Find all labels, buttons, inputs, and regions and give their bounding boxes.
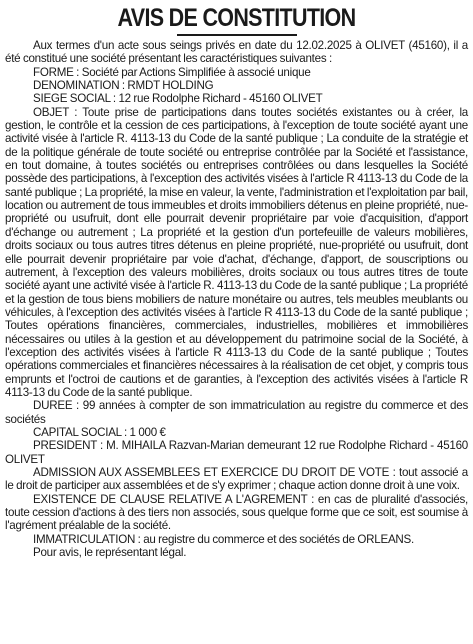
duree-paragraph: DUREE : 99 années à compter de son immatriculation au registre du commerce et des sociétés — [5, 399, 468, 426]
capital-social-paragraph: CAPITAL SOCIAL : 1 000 € — [33, 425, 166, 439]
agrement-paragraph: EXISTENCE DE CLAUSE RELATIVE A L'AGREMENT : en cas de pluralité d'associés, toute cession d'actions à des tiers non associés, sous quelque forme que ce soit, est soumise à l'agrément préalable de la société. — [5, 492, 468, 533]
title-underline — [177, 34, 297, 36]
immatriculation-paragraph: IMMATRICULATION : au registre du commerce et des sociétés de ORLEANS. — [33, 532, 415, 546]
admission-paragraph: ADMISSION AUX ASSEMBLEES ET EXERCICE DU DROIT DE VOTE : tout associé a le droit de participer aux assemblées et de s'y exprimer ; chaque action donne droit à une voix. — [5, 466, 468, 493]
siege-social-paragraph: SIEGE SOCIAL : 12 rue Rodolphe Richard - 45160 OLIVET — [33, 92, 323, 106]
denomination-paragraph: DENOMINATION : RMDT HOLDING — [33, 79, 214, 93]
notice-body — [5, 39, 468, 559]
intro-paragraph: Aux termes d'un acte sous seings privés en date du 12.02.2025 à OLIVET (45160), il a été constitué une société présentant les caractéristiques suivantes : — [5, 39, 468, 66]
forme-paragraph: FORME : Société par Actions Simplifiée à associé unique — [33, 65, 311, 79]
president-paragraph: PRESIDENT : M. MIHAILA Razvan-Marian demeurant 12 rue Rodolphe Richard - 45160 OLIVET — [5, 439, 468, 466]
signature-paragraph: Pour avis, le représentant légal. — [33, 546, 187, 560]
objet-paragraph: OBJET : Toute prise de participations dans toutes sociétés existantes ou à créer, la gestion, le contrôle et la cession de ces participations, à l'exception de toute société ayant une activité visée à l'article R. 4113-13 du Code de la santé publique ; La conduite de la stratégie et de la politique générale de toute société ou entreprise contrôlée par la Société et l'assistance, en tout domaine, à toutes sociétés ou entreprises contrôlées ou dans lesquelles la Société possède des participations, à l'exception des activités visées à l'article R 4113-13 du Code de la santé publique ; La propriété, la mise en valeur, la vente, l'administration et l'exploitation par bail, location ou autrement de tous immeubles et droits immobiliers détenus en pleine propriété, nue-propriété ou usufruit, dont elle pourrait devenir propriétaire par voie d'acquisition, d'apport d'échange ou autrement ; La propriété et la gestion d'un portefeuille de valeurs mobilières, droits sociaux ou tous autres titres détenus en pleine propriété, nue-propriété ou usufruit, dont elle pourrait devenir propriétaire par voie d'achat, d'échange, d'apport, de souscriptions ou autrement, à l'exception des valeurs mobilières, droits sociaux ou tous autres titres de toute société ayant une activité visée à l'article R. 4113-13 du Code de la santé publique ; La propriété et la gestion de tous biens mobiliers de nature monétaire ou autres, tels meubles meublants ou véhicules, à l'exception des activités visées à l'article R 4113-13 du Code de la santé publique ; Toutes opérations financières, commerciales, industrielles, mobilières et immobilières nécessaires ou utiles à la gestion et au développement du patrimoine social de la Société, à l'exception des activités visées à l'article R 4113-13 du Code de la santé publique ; Toutes opérations commerciales et financières nécessaires à la réalisation de cet objet, y compris tous emprunts et l'octroi de cautions et de garanties, à l'exception des activités visées à l'article R 4113-13 du Code de la santé publique. — [5, 105, 468, 399]
notice-title: AVIS DE CONSTITUTION — [117, 4, 356, 32]
